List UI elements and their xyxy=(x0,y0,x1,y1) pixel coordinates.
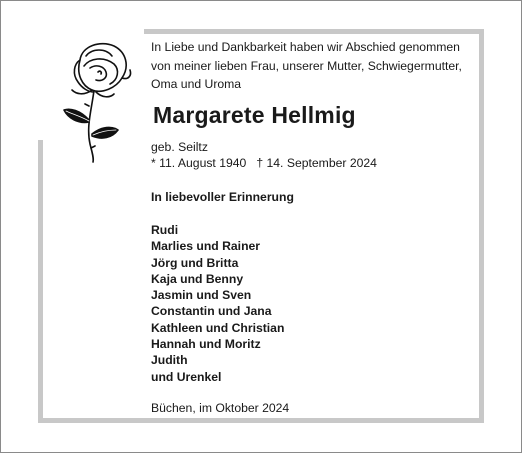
family-member: Judith xyxy=(151,353,188,368)
frame-left-bar xyxy=(38,140,43,423)
family-member: Hannah und Moritz xyxy=(151,337,261,352)
family-member: Rudi xyxy=(151,223,179,237)
deceased-name: Margarete Hellmig xyxy=(153,102,356,128)
birth-name: geb. Seiltz xyxy=(151,140,208,154)
intro-text xyxy=(151,38,462,94)
family-list xyxy=(151,222,284,385)
memory-heading: In liebevoller Erinnerung xyxy=(151,190,294,204)
intro-line: Oma und Uroma xyxy=(151,77,242,91)
intro-line: von meiner lieben Frau, unserer Mutter, Schwiegermutter, xyxy=(151,58,462,73)
frame-right-bar xyxy=(479,29,484,423)
birth-date: * 11. August 1940 xyxy=(151,156,247,170)
family-member: Jasmin und Sven xyxy=(151,288,252,303)
family-member: Kaja und Benny xyxy=(151,271,244,286)
life-dates xyxy=(151,156,377,170)
family-member: Jörg und Britta xyxy=(151,255,239,270)
intro-line: In Liebe und Dankbarkeit haben wir Abschied genommen xyxy=(151,40,460,54)
family-member: Marlies und Rainer xyxy=(151,239,261,254)
family-member: und Urenkel xyxy=(151,369,222,384)
death-date: † 14. September 2024 xyxy=(256,156,377,170)
frame-bottom-bar xyxy=(38,418,484,423)
place-date: Büchen, im Oktober 2024 xyxy=(151,401,290,415)
family-member: Kathleen und Christian xyxy=(151,320,285,335)
frame-top-bar xyxy=(144,29,484,34)
family-member: Constantin und Jana xyxy=(151,304,272,319)
rose-icon xyxy=(56,38,146,168)
